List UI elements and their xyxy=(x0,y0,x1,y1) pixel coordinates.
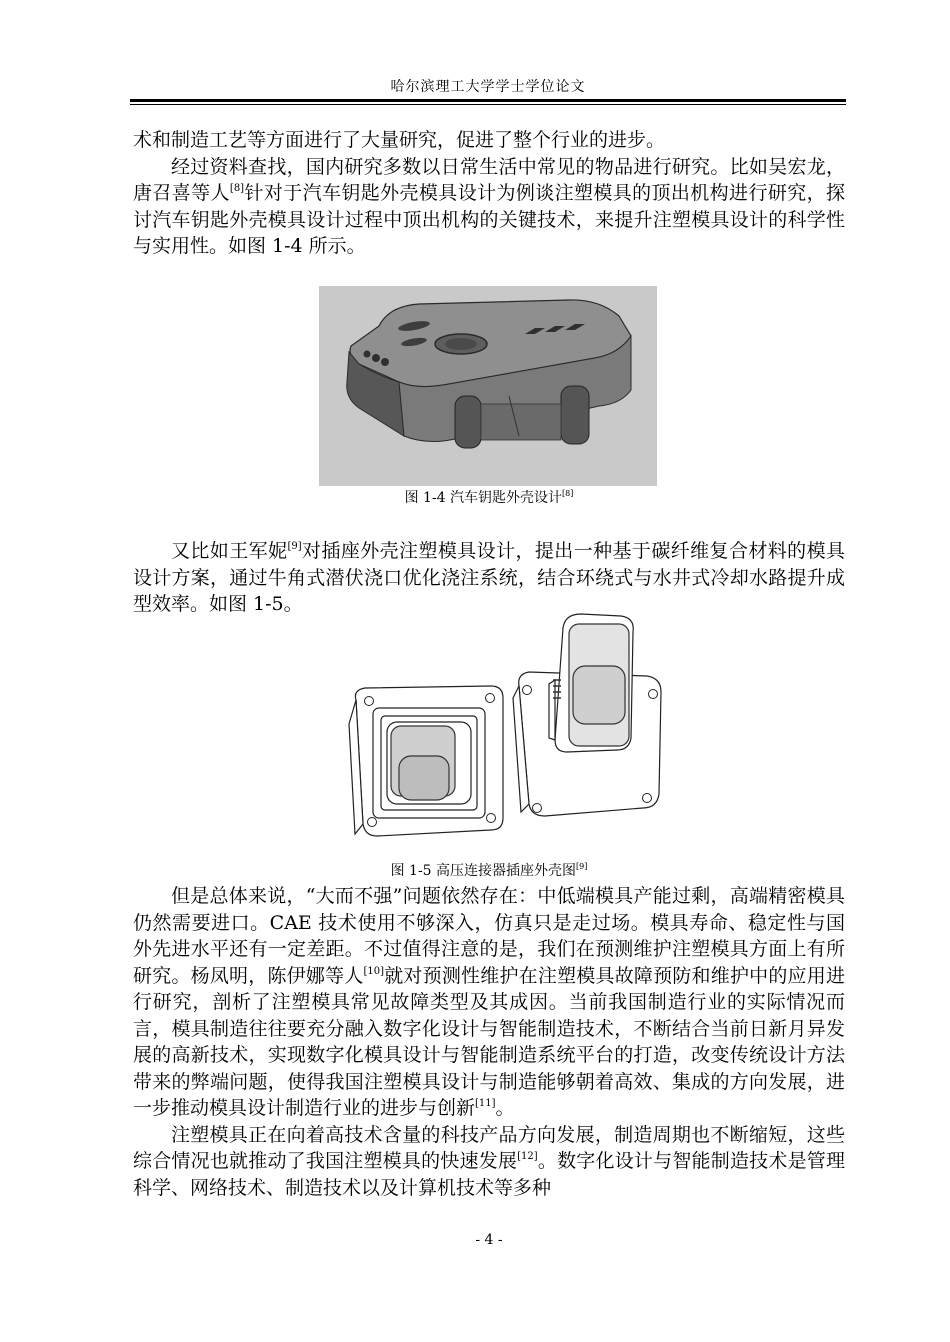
paragraph-2: 经过资料查找，国内研究多数以日常生活中常见的物品进行研究。比如吴宏龙，唐召喜等人[8]针对于汽车钥匙外壳模具设计为例谈注塑模具的顶出机构进行研究，探讨汽车钥匙外壳模具设计过程中顶出机构的关键技术，来提升注塑模具设计的科学性与实用性。如图 1-4 所示。 xyxy=(133,155,845,257)
figure-1-5-connector-shell-image xyxy=(341,608,671,858)
paragraph-1: 术和制造工艺等方面进行了大量研究，促进了整个行业的进步。 xyxy=(133,129,666,151)
figure-1-4-caption: 图 1-4 汽车钥匙外壳设计[8] xyxy=(404,489,574,506)
figure-1-5-caption: 图 1-5 高压连接器插座外壳图[9] xyxy=(390,862,588,879)
figure-1-5-citation: [9] xyxy=(576,862,588,871)
citation-9: [9] xyxy=(287,541,302,552)
figure-1-4-key-shell-image xyxy=(319,286,657,486)
citation-10: [10] xyxy=(363,965,385,977)
header-rule-thick xyxy=(130,99,846,102)
running-header: 哈尔滨理工大学学士学位论文 xyxy=(390,79,586,95)
paragraph-4: 但是总体来说，“大而不强”问题依然存在：中低端模具产能过剩，高端精密模具仍然需要进口。CAE 技术使用不够深入，仿真只是走过场。模具寿命、稳定性与国外先进水平还有一定差距。不过值得注意的是，我们在预测维护注塑模具方面上有所研究。杨凤明，陈伊娜等人[10]就对预测性维护在注塑模具故障预防和维护中的应用进行研究，剖析了注塑模具常见故障类型及其成因。当前我国制造行业的实际情况而言，模具制造往往要充分融入数字化设计与智能制造技术，不断结合当前日新月异发展的高新技术，实现数字化模具设计与智能制造系统平台的打造，改变传统设计方法带来的弊端问题，使得我国注塑模具设计与制造能够朝着高效、集成的方向发展，进一步推动模具设计制造行业的进步与创新[11]。 xyxy=(133,885,845,1119)
header-rule-thin xyxy=(130,104,846,105)
text-block-3 xyxy=(133,883,845,1201)
citation-12: [12] xyxy=(517,1151,538,1162)
text-block-1 xyxy=(133,127,845,260)
text-block-2 xyxy=(133,538,845,618)
page-number: - 4 - xyxy=(475,1232,503,1248)
citation-11: [11] xyxy=(475,1098,496,1109)
figure-1-4-citation: [8] xyxy=(562,489,574,498)
citation-8: [8] xyxy=(229,183,245,194)
paragraph-3: 又比如王军妮[9]对插座外壳注塑模具设计，提出一种基于碳纤维复合材料的模具设计方案，通过牛角式潜伏浇口优化浇注系统，结合环绕式与水井式冷却水路提升成型效率。如图 1-5。 xyxy=(133,540,845,615)
paragraph-5: 注塑模具正在向着高技术含量的科技产品方向发展，制造周期也不断缩短，这些综合情况也就推动了我国注塑模具的快速发展[12]。数字化设计与智能制造技术是管理科学、网络技术、制造技术以及计算机技术等多种 xyxy=(133,1123,845,1199)
